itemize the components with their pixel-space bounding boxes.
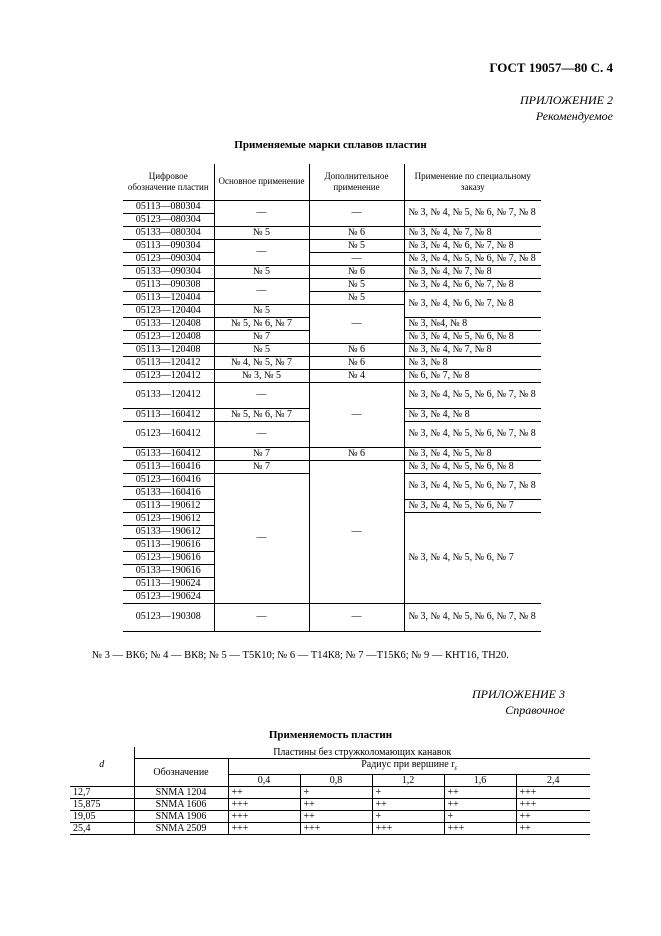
extra-cell: — (309, 200, 404, 226)
main-cell: № 4, № 5, № 7 (214, 356, 309, 369)
radius-header: 1,6 (444, 775, 516, 787)
appendix-2-title: ПРИЛОЖЕНИЕ 2 (520, 93, 613, 107)
radius-header: 0,8 (300, 775, 372, 787)
special-cell: № 3, № 4, № 8 (404, 408, 541, 421)
header-radius-subscript: ε (454, 764, 458, 772)
code-cell: 05123—190624 (123, 590, 214, 603)
radius-header: 2,4 (516, 775, 590, 787)
designation-cell: SNMA 1606 (134, 799, 228, 811)
extra-cell: № 4 (309, 369, 404, 382)
code-cell: 05133—160416 (123, 486, 214, 499)
main-cell: № 5, № 6, № 7 (214, 408, 309, 421)
main-cell: № 7 (214, 447, 309, 460)
special-cell: № 3, № 4, № 5, № 6, № 8 (404, 330, 541, 343)
extra-cell: — (309, 603, 404, 631)
value-cell: +++ (516, 799, 590, 811)
special-cell: № 3, № 4, № 5, № 6, № 8 (404, 460, 541, 473)
code-cell: 05123—120408 (123, 330, 214, 343)
main-cell: № 7 (214, 460, 309, 473)
header-main: Основное применение (214, 164, 309, 200)
special-cell: № 3, № 4, № 5, № 6, № 7 (404, 512, 541, 603)
main-cell: — (214, 421, 309, 447)
d-cell: 15,875 (70, 799, 134, 811)
special-cell: № 3, № 4, № 5, № 8 (404, 447, 541, 460)
code-cell: 05123—120404 (123, 304, 214, 317)
code-cell: 05133—120412 (123, 382, 214, 408)
code-cell: 05113—160412 (123, 408, 214, 421)
value-cell: +++ (300, 823, 372, 835)
code-cell: 05123—190616 (123, 551, 214, 564)
special-cell: № 3, № 4, № 7, № 8 (404, 343, 541, 356)
designation-cell: SNMA 1204 (134, 787, 228, 799)
extra-cell: № 6 (309, 265, 404, 278)
main-cell: № 5, № 6, № 7 (214, 317, 309, 330)
appendix-3-subtitle: Справочное (505, 703, 565, 717)
code-cell: 05113—190612 (123, 499, 214, 512)
alloy-grades-table (123, 164, 541, 632)
special-cell: № 3, № 4, № 7, № 8 (404, 265, 541, 278)
special-cell: № 3, № 4, № 5, № 6, № 7, № 8 (404, 421, 541, 447)
header-code: Цифровое обозначение пластин (123, 164, 214, 200)
value-cell: +++ (228, 823, 300, 835)
code-cell: 05113—190624 (123, 577, 214, 590)
radius-header: 1,2 (372, 775, 444, 787)
table-row (70, 823, 590, 835)
code-cell: 05123—160416 (123, 473, 214, 486)
special-cell: № 3, №4, № 8 (404, 317, 541, 330)
value-cell: ++ (444, 787, 516, 799)
main-cell: — (214, 603, 309, 631)
value-cell: +++ (228, 811, 300, 823)
header-designation: Обозначение (134, 759, 228, 787)
d-cell: 12,7 (70, 787, 134, 799)
code-cell: 05133—190616 (123, 564, 214, 577)
main-cell: № 5 (214, 304, 309, 317)
appendix-2-heading (520, 92, 613, 124)
table-1-title: Применяемые марки сплавов пластин (234, 139, 427, 151)
extra-cell: — (309, 304, 404, 343)
extra-cell: № 5 (309, 239, 404, 252)
value-cell: + (372, 787, 444, 799)
alloy-legend-note: № 3 — ВК6; № 4 — ВК8; № 5 — Т5К10; № 6 — Т14К8; № 7 —Т15К6; № 9 — КНТ16, ТН20. (92, 650, 509, 661)
special-cell: № 3, № 4, № 5, № 6, № 7 (404, 499, 541, 512)
table-row (70, 787, 590, 799)
appendix-3-title: ПРИЛОЖЕНИЕ 3 (472, 687, 565, 701)
extra-cell: № 6 (309, 447, 404, 460)
value-cell: ++ (516, 811, 590, 823)
extra-cell: № 6 (309, 226, 404, 239)
appendix-2-subtitle: Рекомендуемое (535, 109, 613, 123)
code-cell: 05113—160416 (123, 460, 214, 473)
value-cell: ++ (300, 811, 372, 823)
value-cell: ++ (516, 823, 590, 835)
designation-cell: SNMA 2509 (134, 823, 228, 835)
code-cell: 05133—080304 (123, 226, 214, 239)
main-cell: № 5 (214, 265, 309, 278)
code-cell: 05123—160412 (123, 421, 214, 447)
header-special: Применение по специальному заказу (404, 164, 541, 200)
code-cell: 05133—160412 (123, 447, 214, 460)
code-cell: 05123—080304 (123, 213, 214, 226)
code-cell: 05113—090304 (123, 239, 214, 252)
header-d: d (70, 747, 134, 787)
radius-header: 0,4 (228, 775, 300, 787)
code-cell: 05113—120408 (123, 343, 214, 356)
page-header: ГОСТ 19057—80 С. 4 (489, 60, 613, 75)
extra-cell: № 6 (309, 356, 404, 369)
code-cell: 05123—190308 (123, 603, 214, 631)
special-cell: № 3, № 4, № 5, № 6, № 7, № 8 (404, 382, 541, 408)
value-cell: ++ (372, 799, 444, 811)
code-cell: 05113—120412 (123, 356, 214, 369)
d-cell: 25,4 (70, 823, 134, 835)
designation-cell: SNMA 1906 (134, 811, 228, 823)
main-cell: № 5 (214, 343, 309, 356)
main-cell: — (214, 473, 309, 603)
header-radius (228, 759, 590, 775)
value-cell: +++ (516, 787, 590, 799)
special-cell: № 3, № 4, № 6, № 7, № 8 (404, 239, 541, 252)
main-cell: — (214, 200, 309, 226)
code-cell: 05113—120404 (123, 291, 214, 304)
special-cell: № 3, № 4, № 5, № 6, № 7, № 8 (404, 603, 541, 631)
main-cell: № 5 (214, 226, 309, 239)
extra-cell: № 5 (309, 291, 404, 304)
table-2-title: Применяемость пластин (268, 729, 393, 741)
special-cell: № 3, № 4, № 7, № 8 (404, 226, 541, 239)
main-cell: — (214, 239, 309, 265)
extra-cell: — (309, 460, 404, 603)
main-cell: № 3, № 5 (214, 369, 309, 382)
code-cell: 05113—190616 (123, 538, 214, 551)
main-cell: — (214, 382, 309, 408)
plate-applicability-table (70, 747, 590, 835)
special-cell: № 3, № 4, № 5, № 6, № 7, № 8 (404, 200, 541, 226)
header-extra: Дополнительное применение (309, 164, 404, 200)
extra-cell: — (309, 252, 404, 265)
d-cell: 19,05 (70, 811, 134, 823)
code-cell: 05123—120412 (123, 369, 214, 382)
code-cell: 05133—090304 (123, 265, 214, 278)
extra-cell: № 5 (309, 278, 404, 291)
value-cell: ++ (300, 799, 372, 811)
extra-cell: № 6 (309, 343, 404, 356)
special-cell: № 3, № 4, № 5, № 6, № 7, № 8 (404, 252, 541, 265)
special-cell: № 3, № 4, № 5, № 6, № 7, № 8 (404, 473, 541, 499)
table-row (70, 811, 590, 823)
code-cell: 05133—120408 (123, 317, 214, 330)
main-cell: — (214, 278, 309, 304)
value-cell: ++ (228, 787, 300, 799)
special-cell: № 6, № 7, № 8 (404, 369, 541, 382)
special-cell: № 3, № 4, № 6, № 7, № 8 (404, 291, 541, 317)
value-cell: + (444, 811, 516, 823)
header-group: Пластины без стружколомающих канавок (134, 747, 590, 759)
value-cell: + (372, 811, 444, 823)
code-cell: 05123—090304 (123, 252, 214, 265)
value-cell: +++ (444, 823, 516, 835)
value-cell: + (300, 787, 372, 799)
code-cell: 05113—080304 (123, 200, 214, 213)
value-cell: ++ (444, 799, 516, 811)
value-cell: +++ (228, 799, 300, 811)
code-cell: 05123—190612 (123, 512, 214, 525)
header-radius-label: Радиус при вершине r (361, 759, 455, 770)
special-cell: № 3, № 8 (404, 356, 541, 369)
code-cell: 05113—090308 (123, 278, 214, 291)
code-cell: 05133—190612 (123, 525, 214, 538)
extra-cell: — (309, 382, 404, 447)
appendix-3-heading (472, 686, 565, 718)
value-cell: +++ (372, 823, 444, 835)
table-row (70, 799, 590, 811)
main-cell: № 7 (214, 330, 309, 343)
special-cell: № 3, № 4, № 6, № 7, № 8 (404, 278, 541, 291)
